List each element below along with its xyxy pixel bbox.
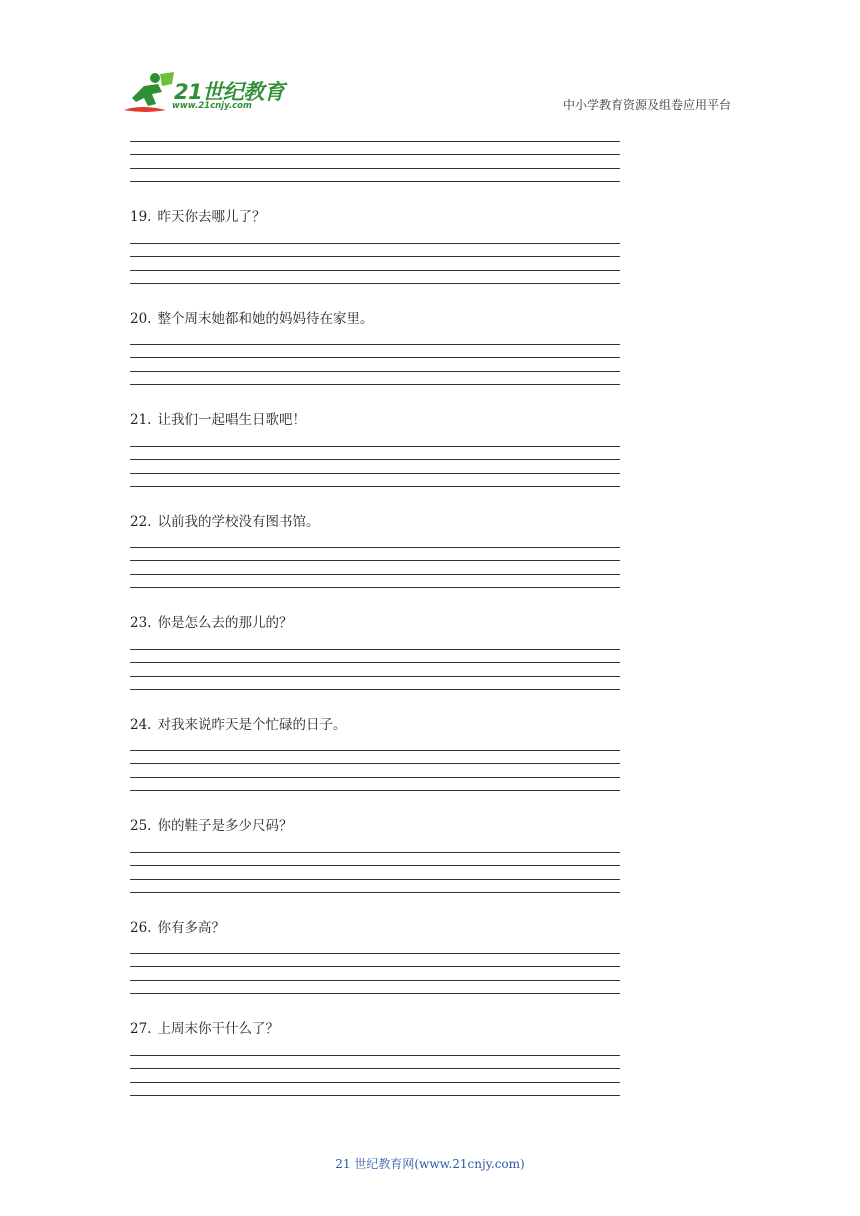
answer-lines (130, 953, 620, 994)
question-text: 你有多高？ (157, 920, 225, 936)
question-number: 27. (130, 1021, 152, 1037)
site-logo (122, 70, 292, 116)
header-tagline: 中小学教育资源及组卷应用平台 (562, 98, 731, 112)
question-number: 22. (130, 514, 152, 530)
answer-lines (130, 141, 620, 182)
answer-lines (130, 649, 620, 690)
question-text: 你的鞋子是多少尺码？ (157, 818, 293, 834)
question-24 (130, 713, 346, 733)
question-number: 24. (130, 717, 152, 733)
answer-lines (130, 243, 620, 284)
logo-url: www.21cnjy.com (172, 101, 252, 111)
question-number: 19. (130, 209, 152, 225)
question-text: 整个周末她都和她的妈妈待在家里。 (157, 311, 374, 327)
question-number: 23. (130, 615, 152, 631)
question-22 (130, 510, 319, 530)
runner-logo-icon (122, 70, 178, 116)
question-text: 上周末你干什么了？ (157, 1021, 279, 1037)
answer-lines (130, 446, 620, 487)
answer-lines (130, 852, 620, 893)
question-21 (130, 408, 306, 428)
question-number: 25. (130, 818, 152, 834)
question-text: 你是怎么去的那儿的？ (157, 615, 293, 631)
question-text: 昨天你去哪儿了？ (157, 209, 266, 225)
answer-lines (130, 547, 620, 588)
answer-lines (130, 750, 620, 791)
question-23 (130, 611, 292, 631)
question-text: 对我来说昨天是个忙碌的日子。 (157, 717, 347, 733)
logo-text: 21世纪教育 (174, 80, 285, 104)
question-26 (130, 916, 225, 936)
question-number: 26. (130, 920, 152, 936)
question-19 (130, 205, 265, 225)
question-20 (130, 307, 373, 327)
answer-lines (130, 344, 620, 385)
answer-lines (130, 1055, 620, 1096)
question-text: 以前我的学校没有图书馆。 (157, 514, 320, 530)
question-25 (130, 814, 292, 834)
question-text: 让我们一起唱生日歌吧！ (157, 412, 306, 428)
question-27 (130, 1017, 279, 1037)
footer-link[interactable]: 21 世纪教育网(www.21cnjy.com) (335, 1157, 525, 1171)
question-number: 21. (130, 412, 152, 428)
question-number: 20. (130, 311, 152, 327)
